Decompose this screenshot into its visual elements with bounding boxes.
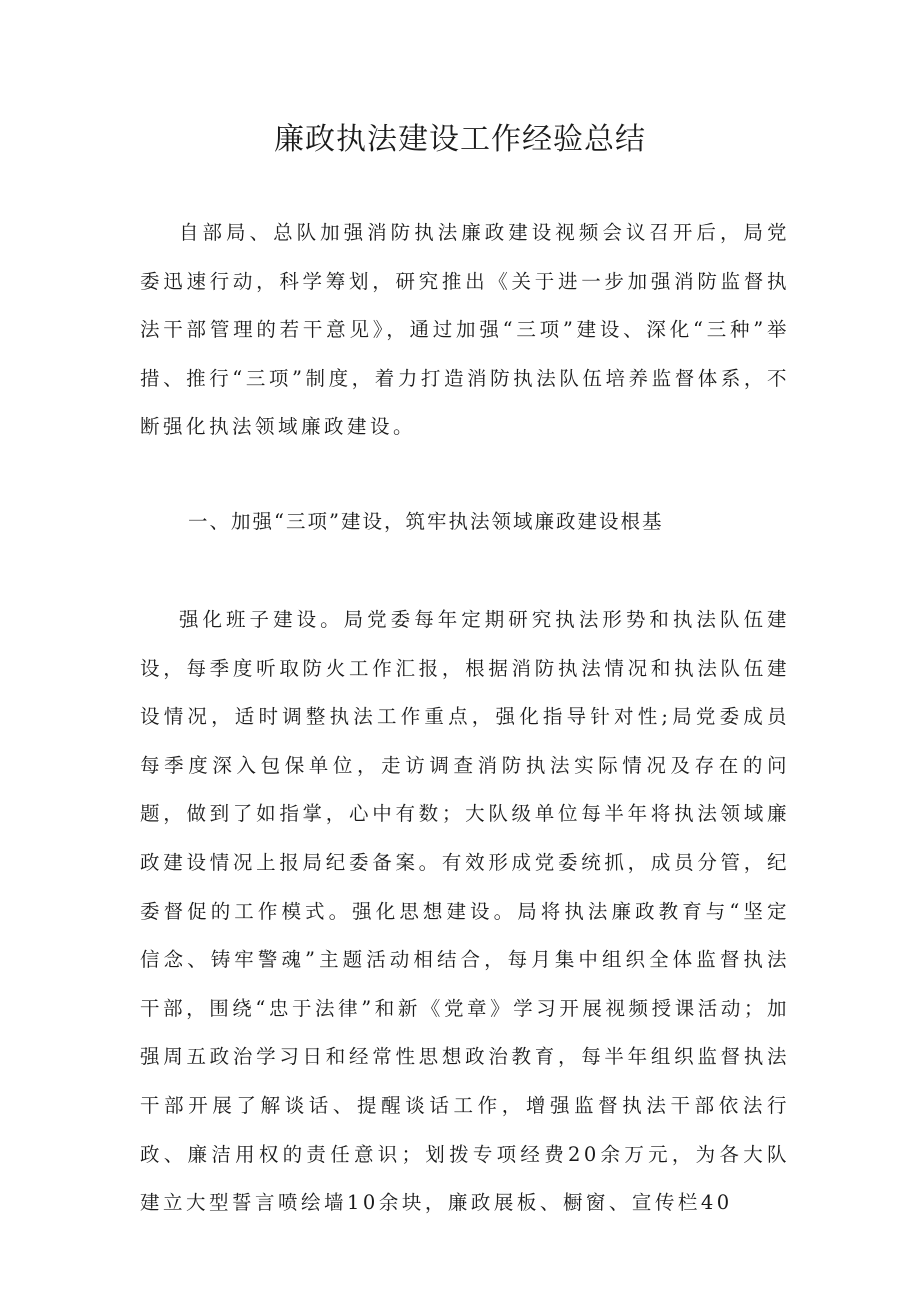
section-paragraph: 强化班子建设。局党委每年定期研究执法形势和执法队伍建设，每季度听取防火工作汇报，根据消防执法情况和执法队伍建设情况，适时调整执法工作重点，强化指导针对性;局党委成员每季度深入包保单位，走访调查消防执法实际情况及存在的问题，做到了如指掌，心中有数；大队级单位每半年将执法领域廉政建设情况上报局纪委备案。有效形成党委统抓，成员分管，纪委督促的工作模式。强化思想建设。局将执法廉政教育与“坚定信念、铸牢警魂”主题活动相结合，每月集中组织全体监督执法干部，围绕“忠于法律”和新《党章》学习开展视频授课活动；加强周五政治学习日和经常性思想政治教育，每半年组织监督执法干部开展了解谈话、提醒谈话工作，增强监督执法干部依法行政、廉洁用权的责任意识；划拨专项经费20余万元，为各大队建立大型誓言喷绘墙10余块，廉政展板、橱窗、宣传栏40 <box>140 608 790 1215</box>
intro-paragraph: 自部局、总队加强消防执法廉政建设视频会议召开后，局党委迅速行动，科学筹划，研究推出《关于进一步加强消防监督执法干部管理的若干意见》，通过加强“三项”建设、深化“三种”举措、推行“三项”制度，着力打造消防执法队伍培养监督体系，不断强化执法领域廉政建设。 <box>140 221 790 439</box>
section-heading: 一、加强“三项”建设，筑牢执法领域廉政建设根基 <box>188 510 664 533</box>
document-title: 廉政执法建设工作经验总结 <box>274 122 646 157</box>
